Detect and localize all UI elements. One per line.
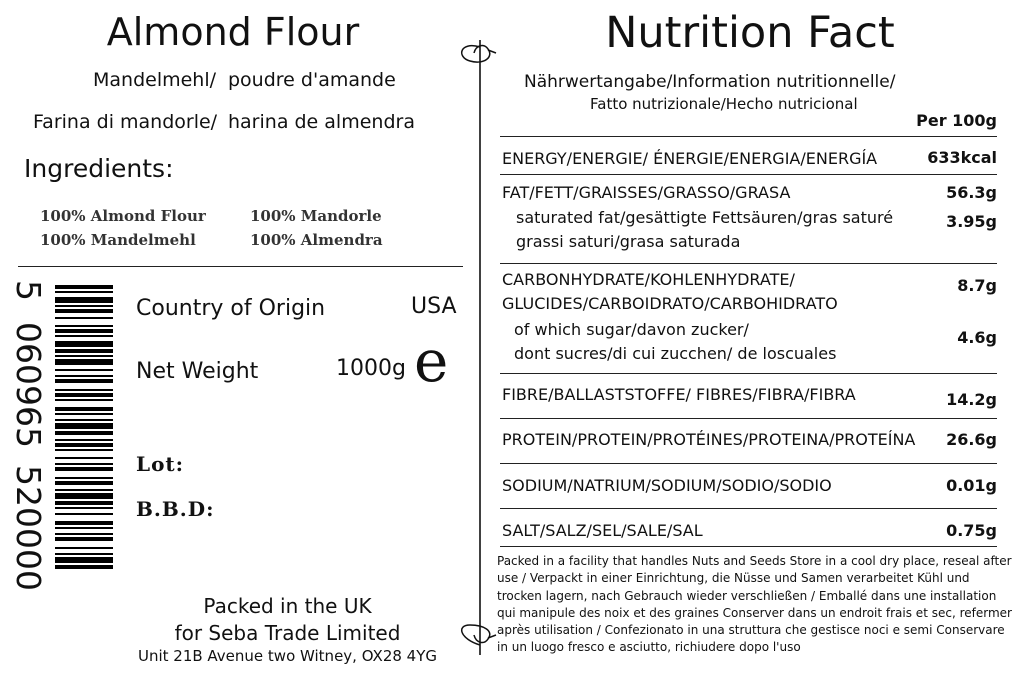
ingredient-es: 100% Almendra [250,231,383,249]
ingredient-de: 100% Mandelmehl [40,231,196,249]
row-divider [500,263,997,264]
barcode-digits [0,280,56,600]
barcode-bar [55,565,113,569]
protein-label: PROTEIN/PROTEIN/PROTÉINES/PROTEINA/PROTEÍNA [502,430,916,449]
barcode-bar [55,325,113,327]
barcode-bar [55,431,113,435]
product-title: Almond Flour [106,10,360,54]
ingredient-en: 100% Almond Flour [40,207,206,225]
fibre-value: 14.2g [946,390,997,409]
sugar-value: 4.6g [957,328,997,347]
barcode-bar [55,399,113,401]
nutrition-title: Nutrition Fact [605,8,895,58]
barcode-bar [55,359,113,365]
barcode-bar [55,467,113,471]
energy-value: 633kcal [927,148,997,167]
barcode-bar [55,481,113,485]
fold-line [450,35,500,660]
saturated-fat-value: 3.95g [946,212,997,231]
saturated-fat-label: saturated fat/gesättigte Fettsäuren/gras saturé [516,208,894,227]
nutrition-subtitle-1: Nährwertangabe/Information nutritionnelle/ [524,72,896,92]
ingredient-it: 100% Mandorle [250,207,382,225]
weight-value: 1000g [336,356,406,381]
barcode-bar [55,423,113,429]
name-italian: Farina di mandorle/ [33,111,218,133]
barcode-bar [55,407,113,411]
barcode-bar [55,477,113,479]
barcode-bar [55,507,113,509]
barcode-bar [55,449,113,451]
barcode-bar [55,349,113,353]
row-divider [500,546,997,547]
left-divider [18,266,463,267]
ingredients-heading: Ingredients: [24,154,174,183]
salt-value: 0.75g [946,521,997,540]
salt-label: SALT/SALZ/SEL/SALE/SAL [502,521,703,540]
barcode-bar [55,389,113,391]
barcode-digit-group2: 520000 [9,465,48,591]
nutrition-subtitle-2: Fatto nutrizionale/Hecho nutricional [590,95,858,113]
row-divider [500,136,997,137]
packer-address: Unit 21B Avenue two Witney, OX28 4YG [137,647,438,665]
barcode-bar [55,297,113,303]
weight-label: Net Weight [136,359,259,384]
barcode-bar [55,501,113,505]
barcode-bar [55,305,113,307]
packer-line1: Packed in the UK [203,594,372,618]
sodium-label: SODIUM/NATRIUM/SODIUM/SODIO/SODIO [502,476,832,495]
barcode-bar [55,341,113,347]
name-spanish: harina de almendra [228,111,415,133]
name-french: poudre d'amande [228,69,396,91]
barcode-bar [55,533,113,535]
fat-label: FAT/FETT/GRAISSES/GRASSO/GRASA [502,183,791,202]
row-divider [500,373,997,374]
barcode-bar [55,369,113,371]
lot-label: Lot: [136,452,185,476]
sugar-label-2: dont sucres/di cui zucchen/ de loscuales [514,344,837,363]
barcode-bar [55,309,113,313]
barcode-bar [55,463,113,465]
row-divider [500,418,997,419]
barcode-bar [55,285,113,289]
barcode-bar [55,537,113,541]
carbohydrate-label: CARBONHYDRATE/KOHLENHYDRATE/ [502,270,795,289]
barcode-bar [55,355,113,357]
barcode-bar [55,329,113,333]
barcode-bar [55,513,113,515]
barcode-bar [55,443,113,447]
bbd-label: B.B.D: [136,497,215,521]
barcode-bar [55,419,113,421]
barcode-bar [55,393,113,397]
barcode-bar [55,547,113,549]
barcode-bar [55,379,113,383]
fibre-label: FIBRE/BALLASTSTOFFE/ FIBRES/FIBRA/FIBRA [502,385,856,404]
per-100g: Per 100g [916,111,997,130]
barcode-digit-group1: 060965 [9,322,48,448]
origin-value: USA [411,294,457,319]
barcode-bar [55,317,113,319]
row-divider [500,463,997,464]
barcode-bar [55,291,113,293]
carbohydrate-label-2: GLUCIDES/CARBOIDRATO/CARBOHIDRATO [502,294,838,313]
barcode-bar [55,557,113,563]
barcode-bar [55,335,113,337]
barcode-bar [55,527,113,529]
barcode-bar [55,439,113,441]
sodium-value: 0.01g [946,476,997,495]
name-german: Mandelmehl/ [93,69,217,91]
barcode-bar [55,375,113,377]
origin-label: Country of Origin [136,296,326,321]
barcode-bar [55,521,113,525]
barcode-bar [55,493,113,499]
sugar-label: of which sugar/davon zucker/ [514,320,749,339]
packer-line2: for Seba Trade Limited [174,621,401,645]
barcode [55,285,115,605]
saturated-fat-label-2: grassi saturi/grasa saturada [516,232,741,251]
barcode-bar [55,413,113,415]
carbohydrate-value: 8.7g [957,276,997,295]
row-divider [500,174,997,175]
row-divider [500,508,997,509]
storage-footnote: Packed in a facility that handles Nuts and Seeds Store in a cool dry place, reseal after use / Verpackt in einer Einrichtung, die Nüsse und Samen verarbeitet Kühl und trocken lagern, nach Gebrauch wieder verschließen / Emballé dans une installation qui manipule des noix et des graines Conserver dans un endroit frais et sec, refermer après utilisation / Confezionato in una struttura che gestisce noci e semi Conservare in un luogo fresco e asciutto, richiudere dopo l'uso [497,554,1012,655]
energy-label: ENERGY/ENERGIE/ ÉNERGIE/ENERGIA/ENERGÍA [502,149,878,168]
fat-value: 56.3g [946,183,997,202]
protein-value: 26.6g [946,430,997,449]
barcode-bar [55,553,113,555]
estimated-sign-icon: e [414,327,449,395]
barcode-digit-first: 5 [9,280,48,301]
barcode-bar [55,489,113,491]
barcode-bar [55,457,113,459]
